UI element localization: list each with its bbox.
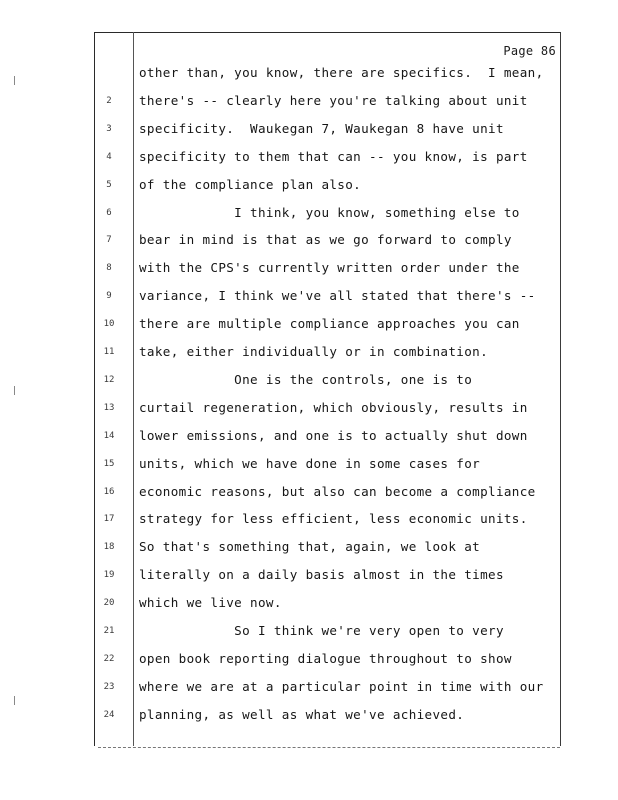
line-text: strategy for less efficient, less economic units. (139, 511, 528, 527)
transcript-line (0, 177, 560, 205)
line-number: 23 (103, 681, 115, 692)
transcript-line (0, 93, 560, 121)
line-text: open book reporting dialogue throughout to show (139, 650, 512, 666)
transcript-line (0, 400, 560, 428)
transcript-line (0, 456, 560, 484)
line-text: bear in mind is that as we go forward to comply (139, 232, 512, 248)
line-text: where we are at a particular point in time with our (139, 678, 544, 694)
transcript-line (0, 372, 560, 400)
line-number: 6 (106, 207, 112, 218)
line-text: economic reasons, but also can become a compliance (139, 483, 536, 499)
line-number: 22 (103, 653, 115, 664)
line-number: 24 (103, 709, 115, 720)
transcript-line (0, 260, 560, 288)
line-text: which we live now. (139, 595, 282, 611)
transcript-line (0, 288, 560, 316)
line-text: other than, you know, there are specifics. I mean, (139, 65, 544, 80)
transcript-line (0, 344, 560, 372)
transcript-line (0, 316, 560, 344)
line-text: So that's something that, again, we look at (139, 539, 481, 555)
line-text: variance, I think we've all stated that there's -- (139, 288, 536, 304)
line-text: of the compliance plan also. (139, 176, 362, 192)
transcript-line (0, 567, 560, 595)
page-number: Page 86 (503, 44, 556, 58)
line-text: take, either individually or in combination. (139, 344, 489, 359)
line-text: I think, you know, something else to (139, 204, 520, 220)
line-number: 3 (106, 123, 112, 134)
line-text: curtail regeneration, which obviously, results in (139, 399, 528, 415)
line-text: specificity. Waukegan 7, Waukegan 8 have unit (139, 120, 504, 136)
line-text: with the CPS's currently written order under the (139, 260, 520, 276)
line-text: there's -- clearly here you're talking about unit (139, 92, 528, 108)
transcript-line (0, 428, 560, 456)
transcript-line (0, 623, 560, 651)
transcript-line (0, 595, 560, 623)
line-number: 21 (103, 626, 115, 636)
line-number: 12 (103, 374, 115, 385)
line-number: 18 (103, 542, 115, 553)
line-number: 17 (103, 514, 115, 525)
line-text: literally on a daily basis almost in the times (139, 567, 504, 583)
line-number: 4 (106, 151, 112, 162)
page-bottom-edge (98, 747, 560, 748)
line-text: So I think we're very open to very (139, 623, 504, 638)
line-text: planning, as well as what we've achieved. (139, 706, 465, 722)
line-number: 15 (103, 458, 115, 469)
line-text: One is the controls, one is to (139, 371, 473, 387)
line-number: 2 (106, 95, 112, 106)
transcript-line (0, 539, 560, 567)
line-number: 7 (106, 235, 112, 246)
transcript-line (0, 149, 560, 177)
transcript-line (0, 205, 560, 233)
line-number: 13 (103, 402, 115, 413)
line-number: 19 (103, 570, 115, 581)
transcript-line (0, 65, 560, 93)
transcript-line (0, 121, 560, 149)
line-text: units, which we have done in some cases for (139, 455, 481, 471)
transcript-line (0, 511, 560, 539)
line-number: 16 (103, 486, 115, 497)
transcript-line (0, 707, 560, 735)
line-number: 10 (103, 319, 115, 330)
line-number: 8 (106, 263, 112, 274)
line-number: 14 (103, 430, 115, 441)
transcript-line (0, 679, 560, 707)
line-number: 5 (106, 179, 112, 190)
line-text: specificity to them that can -- you know, is part (139, 148, 528, 164)
line-number: 20 (103, 598, 115, 609)
line-number: 9 (106, 291, 112, 302)
transcript-line (0, 651, 560, 679)
transcript-line (0, 232, 560, 260)
transcript-line (0, 484, 560, 512)
line-text: there are multiple compliance approaches you can (139, 316, 520, 332)
line-text: lower emissions, and one is to actually shut down (139, 427, 528, 443)
line-number: 11 (103, 347, 115, 357)
